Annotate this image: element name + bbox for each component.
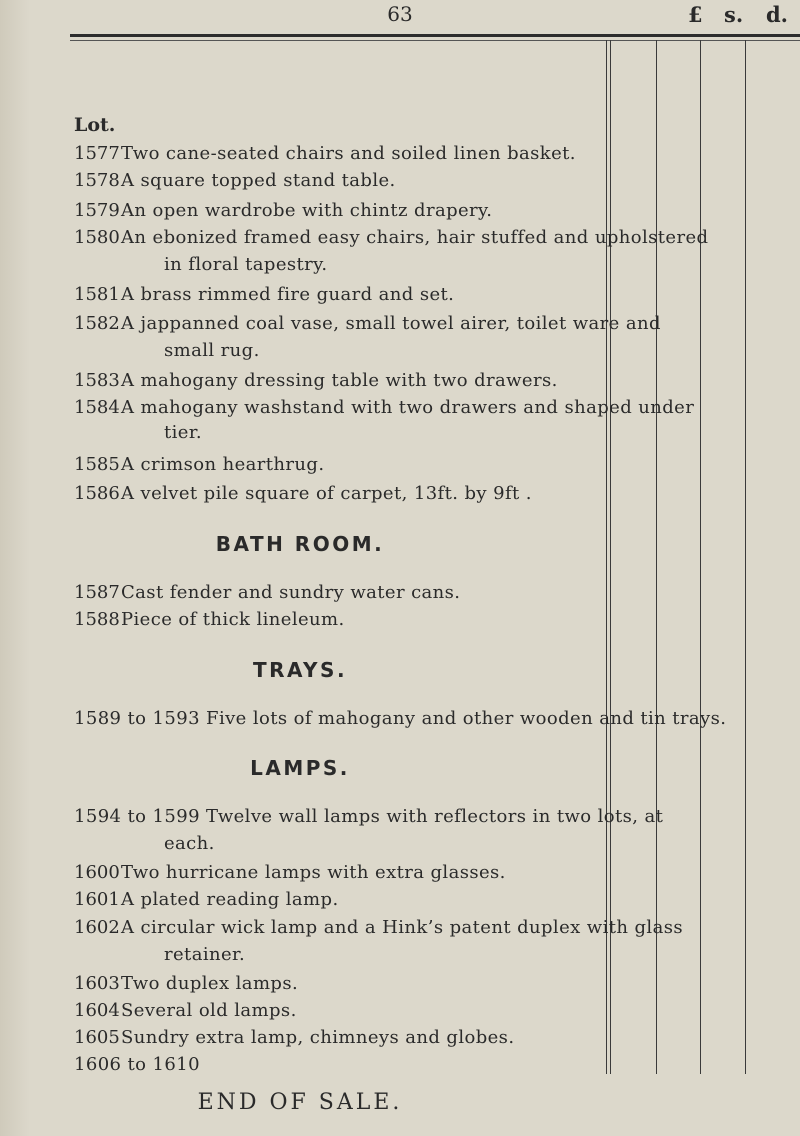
lot-number: 1584 [74,397,120,418]
lot-range-final: 1606 to 1610 [74,1054,200,1075]
lot-description: An open wardrobe with chintz drapery. [121,200,493,221]
lot-number: 1585 [74,454,120,475]
lot-number: 1603 [74,973,120,994]
lot-description: A plated reading lamp. [121,889,339,910]
lot-number: 1588 [74,609,120,630]
lot-description: Sundry extra lamp, chimneys and globes. [121,1027,515,1048]
lot-number: 1601 [74,889,120,910]
lot-range-lamps: 1594 to 1599 Twelve wall lamps with reflectors in two lots, at [74,806,664,827]
column-rule [745,40,746,1074]
lot-number: 1583 [74,370,120,391]
lot-description: Two cane-seated chairs and soiled linen basket. [121,143,576,164]
lot-description: A brass rimmed fire guard and set. [121,284,455,305]
lot-number: 1602 [74,917,120,938]
header-rule [70,34,800,37]
page-edge [0,0,30,1136]
lot-description-continued: tier. [164,422,202,443]
header-rule-thin [70,40,800,41]
lot-description-continued: retainer. [164,944,246,965]
lot-description: Cast fender and sundry water cans. [121,582,461,603]
lot-description: A circular wick lamp and a Hink’s patent duplex with glass [121,917,683,938]
lot-number: 1586 [74,483,120,504]
lot-column-header: Lot. [74,114,116,136]
lot-number: 1604 [74,1000,120,1021]
lot-number: 1580 [74,227,120,248]
lot-range-trays: 1589 to 1593 Five lots of mahogany and other wooden and tin trays. [74,708,727,729]
lot-number: 1581 [74,284,120,305]
lot-description: Piece of thick lineleum. [121,609,345,630]
lot-description: Two duplex lamps. [121,973,299,994]
end-of-sale: END OF SALE. [197,1090,403,1115]
lot-description: An ebonized framed easy chairs, hair stuffed and upholstered [121,227,709,248]
lot-number: 1600 [74,862,120,883]
lot-description: A jappanned coal vase, small towel airer, toilet ware and [121,313,661,334]
lot-number: 1582 [74,313,120,334]
lot-description: A square topped stand table. [121,170,396,191]
lot-description: A mahogany washstand with two drawers and shaped under [121,397,695,418]
lot-number: 1578 [74,170,120,191]
section-heading-trays: TRAYS. [252,658,348,682]
lot-description-continued: in floral tapestry. [164,254,328,275]
shillings-column-label: s. [724,2,744,27]
lot-description: A velvet pile square of carpet, 13ft. by 9ft . [121,483,532,504]
lot-description: A mahogany dressing table with two drawers. [121,370,558,391]
lot-description: Two hurricane lamps with extra glasses. [121,862,506,883]
column-rule [700,40,701,1074]
page-number: 63 [387,2,413,26]
lot-description-continued: small rug. [164,340,260,361]
lot-description: A crimson hearthrug. [121,454,325,475]
pounds-column-label: £ [688,2,703,27]
section-heading-bath-room: BATH ROOM. [215,532,385,556]
lot-number: 1605 [74,1027,120,1048]
lot-number: 1577 [74,143,120,164]
lot-description: Several old lamps. [121,1000,297,1021]
section-heading-lamps: LAMPS. [250,756,350,780]
lot-description-continued: each. [164,833,215,854]
lot-number: 1579 [74,200,120,221]
pence-column-label: d. [766,2,788,27]
lot-number: 1587 [74,582,120,603]
